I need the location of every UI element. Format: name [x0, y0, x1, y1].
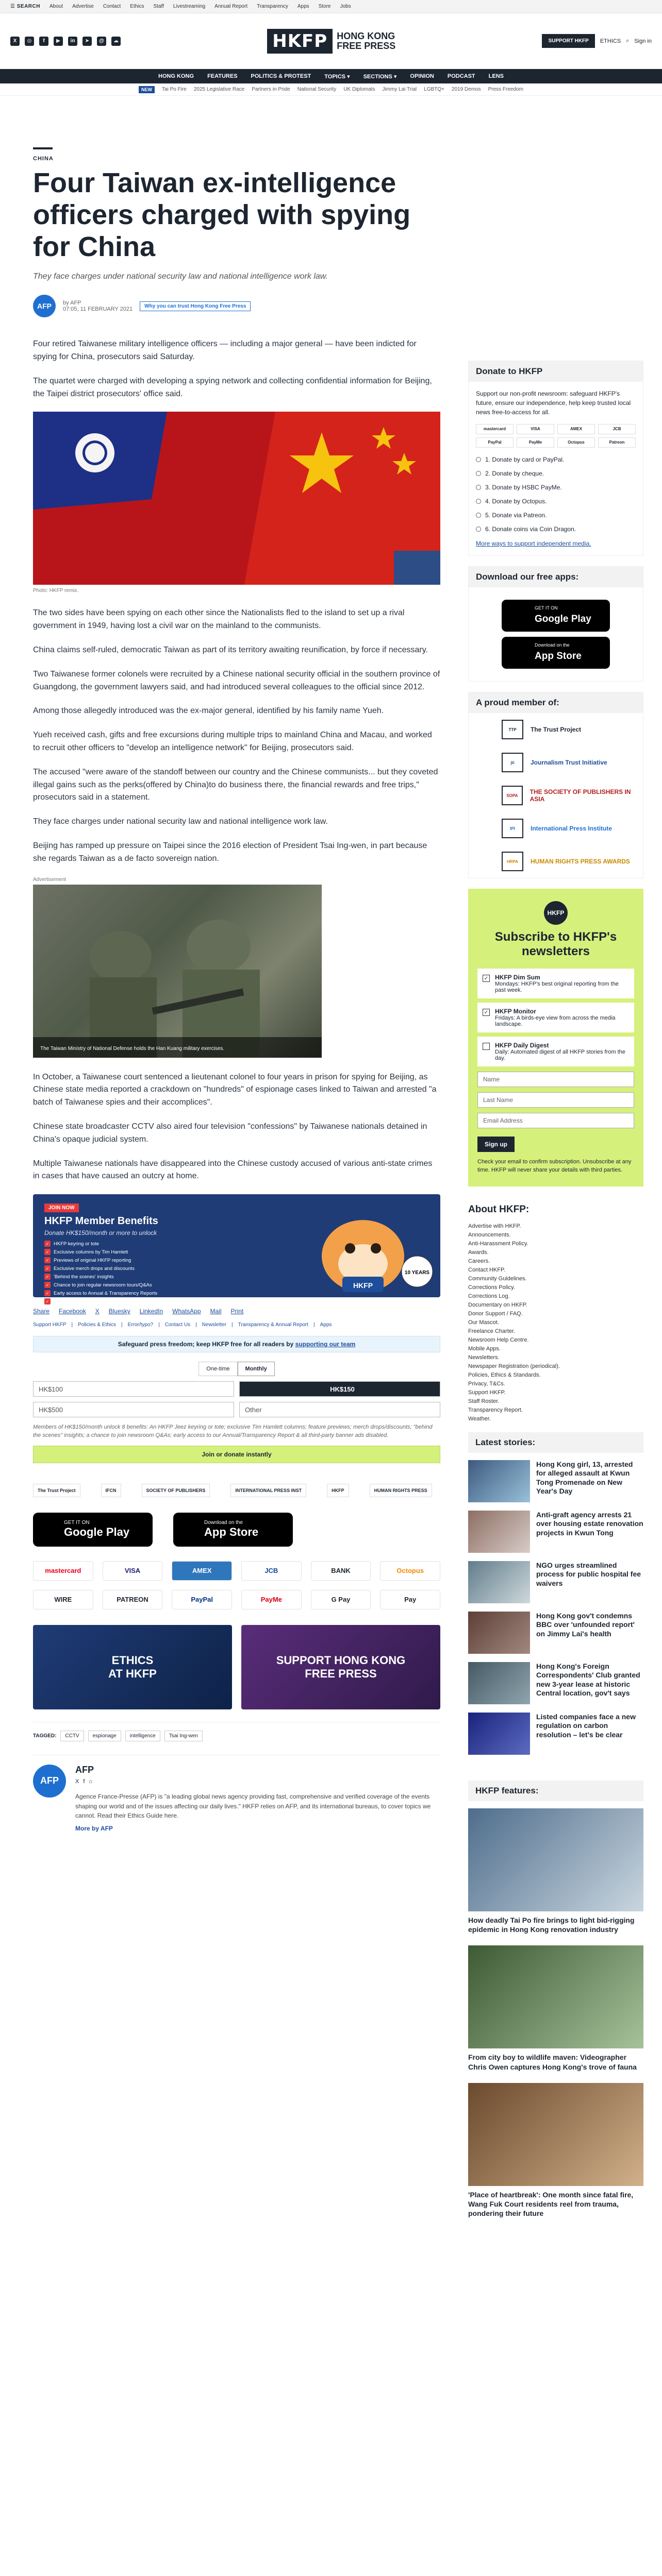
policy-link[interactable]: Error/typo? — [127, 1322, 154, 1328]
partner-logo[interactable]: The Trust Project — [33, 1484, 80, 1497]
byline-author[interactable]: by AFP — [63, 300, 81, 307]
flags-photo — [33, 412, 440, 585]
tag[interactable]: Tsai Ing-wen — [164, 1731, 203, 1741]
amount-option-selected[interactable]: HK$150 — [239, 1381, 440, 1397]
threads-icon[interactable]: @ — [97, 37, 106, 46]
benefit-list — [44, 1241, 290, 1304]
story-title[interactable]: Anti-graft agency arrests 21 over housing estate renovation projects in Kwun Tong — [536, 1510, 643, 1537]
story-thumbnail — [468, 1662, 530, 1704]
about-widget — [468, 1199, 643, 1422]
donate-widget — [468, 361, 643, 556]
latest-stories — [468, 1432, 643, 1770]
donate-option[interactable]: 6. Donate coins via Coin Dragon. — [476, 524, 636, 534]
payment-logo: mastercard — [476, 424, 514, 434]
widget-title: A proud member of: — [469, 692, 643, 713]
nav-podcast[interactable]: PODCAST — [447, 73, 475, 79]
search-icon[interactable]: ⌕ — [626, 38, 630, 44]
donate-option[interactable]: 5. Donate via Patreon. — [476, 511, 636, 520]
byline-date: 07:05, 11 FEBRUARY 2021 — [63, 306, 133, 313]
payment-logo[interactable]: PATREON — [103, 1590, 163, 1609]
policy-link[interactable]: Newsletter — [202, 1322, 227, 1328]
about-link[interactable]: Freelance Charter. — [468, 1328, 516, 1334]
article-category[interactable]: CHINA — [33, 156, 54, 162]
radio-icon — [476, 485, 481, 490]
trust-project-icon: TTP — [502, 720, 523, 739]
newsletter-option[interactable]: ✓ HKFP Dim Sum Mondays: HKFP's best original reporting from the past week. — [477, 969, 634, 998]
author-box — [33, 1755, 440, 1833]
payment-logo: AMEX — [557, 424, 595, 434]
payment-logo: VISA — [517, 424, 554, 434]
membership-widget — [468, 692, 643, 878]
story-thumbnail — [468, 1713, 530, 1755]
social-links — [10, 37, 121, 46]
amount-option-other[interactable]: Other — [239, 1402, 440, 1417]
radio-icon — [476, 457, 481, 462]
about-link[interactable]: Documentary on HKFP. — [468, 1301, 527, 1308]
promo-title: HKFP Member Benefits — [44, 1215, 158, 1227]
member-logo[interactable]: HRPA HUMAN RIGHTS PRESS AWARDS — [469, 845, 643, 878]
paragraph: The two sides have been spying on each other since the Nationalists fled to the island to set up a rival government in 1949, having lost a civil war on the mainland to the communists. — [33, 608, 405, 631]
payment-logo[interactable]: BANK — [311, 1561, 371, 1581]
payment-logo: PayMe — [517, 437, 554, 448]
article-body — [33, 338, 440, 1183]
tag[interactable]: espionage — [88, 1731, 121, 1741]
about-link[interactable]: Awards. — [468, 1249, 489, 1256]
paragraph: The accused "were aware of the standoff between our country and the Chinese communists... but they coveted illegal gains such as the perks(offered by China)to do business there, the financial rewards and free trips," prosecutors said in a statement. — [33, 767, 438, 802]
widget-title: Download our free apps: — [469, 567, 643, 587]
nav-topics[interactable]: TOPICS ▾ — [324, 73, 350, 80]
checkbox-checked[interactable]: ✓ — [483, 1009, 490, 1016]
topbar-link-advertise[interactable]: Advertise — [72, 4, 94, 9]
new-badge: NEW — [139, 86, 155, 93]
benefit-item: ✓ Exclusive columns by Tim Hamlett — [44, 1249, 290, 1255]
member-benefits-promo[interactable] — [33, 1194, 440, 1304]
newsletter-logo: HKFP — [544, 901, 568, 925]
trending-link[interactable]: Jimmy Lai Trial — [382, 87, 417, 92]
trending-link[interactable]: 2025 Legislative Race — [193, 87, 245, 92]
story-title[interactable]: NGO urges streamlined process for public hospital fee waivers — [536, 1561, 641, 1587]
about-link[interactable]: Announcements. — [468, 1231, 511, 1238]
radio-icon — [476, 471, 481, 476]
payment-logo[interactable]: PayMe — [241, 1590, 302, 1609]
ethics-link[interactable]: ETHICS — [600, 38, 621, 44]
more-by-author-link[interactable]: More by AFP — [75, 1824, 113, 1832]
share-bar — [33, 1308, 440, 1315]
trending-link[interactable]: LGBTQ+ — [424, 87, 444, 92]
feature-item[interactable] — [468, 1808, 643, 1934]
share-whatsapp[interactable]: WhatsApp — [172, 1308, 201, 1315]
google-play-button[interactable]: GET IT ON Google Play — [502, 600, 610, 632]
story-thumbnail — [468, 1511, 530, 1553]
payment-logo[interactable]: AMEX — [172, 1561, 232, 1581]
paragraph: Yueh received cash, gifts and free excursions during multiple trips to mainland China and Macau, and worked to recruit other officers to "develop an intelligence network" for Beijing, prosecutors said. — [33, 731, 432, 753]
author-socials — [75, 1778, 440, 1785]
anniversary-badge: 10 YEARS — [404, 1270, 430, 1276]
about-link[interactable]: Anti-Harassment Policy. — [468, 1240, 528, 1247]
story-title[interactable]: Listed companies face a new regulation on carbon resolution – let's be clear — [536, 1712, 636, 1739]
share-facebook[interactable]: Facebook — [59, 1308, 86, 1315]
story-item[interactable] — [468, 1713, 643, 1755]
radio-icon — [476, 513, 481, 518]
facebook-icon[interactable]: f — [39, 37, 48, 46]
telegram-icon[interactable]: ➤ — [82, 37, 92, 46]
widget-title: Donate to HKFP — [469, 361, 643, 382]
app-store-button[interactable]: Download on the App Store — [502, 637, 610, 669]
payment-logo[interactable]: JCB — [241, 1561, 302, 1581]
benefit-item: ✓ Previews of original HKFP reporting — [44, 1257, 290, 1263]
features-widget — [468, 1781, 643, 2218]
about-link[interactable]: Newsletters. — [468, 1354, 500, 1361]
first-name-input[interactable]: Name — [477, 1072, 634, 1087]
donation-frequency — [33, 1362, 440, 1376]
trust-badge[interactable]: Why you can trust Hong Kong Free Press — [140, 301, 251, 311]
paragraph: Among those allegedly introduced was the ex-major general, identified by his family name Yueh. — [33, 706, 384, 716]
facebook-icon[interactable]: f — [83, 1778, 85, 1785]
about-link[interactable]: Newsroom Help Centre. — [468, 1336, 529, 1343]
payment-logo[interactable]: G Pay — [311, 1590, 371, 1609]
promo-subtitle: Donate HK$150/month or more to unlock — [44, 1229, 157, 1237]
newsletter-option[interactable]: HKFP Daily Digest Daily: Automated digest of all HKFP stories from the day. — [477, 1037, 634, 1066]
promo-banners — [33, 1625, 440, 1709]
site-header — [0, 13, 662, 69]
bluesky-icon[interactable]: ☁ — [111, 37, 121, 46]
trending-link[interactable]: Tai Po Fire — [162, 87, 187, 92]
amount-option[interactable]: HK$500 — [33, 1402, 234, 1417]
logo-wordmark: HONG KONG FREE PRESS — [337, 30, 396, 51]
paragraph: The quartet were charged with developing a spying network and collecting confidential information for Beijing, the Taipei district prosecutors' office said. — [33, 376, 432, 398]
newsletter-signup — [468, 889, 643, 1187]
radio-icon — [476, 499, 481, 504]
search-link[interactable]: ☰ SEARCH — [10, 4, 40, 9]
signup-button[interactable]: Sign up — [477, 1137, 515, 1152]
policy-link[interactable]: Apps — [320, 1322, 332, 1328]
trending-bar — [0, 83, 662, 96]
flags-illustration — [33, 412, 440, 585]
benefit-item: ✓ Exclusive merch drops and discounts — [44, 1265, 290, 1272]
tag-list — [33, 1722, 440, 1741]
check-icon: ✓ — [44, 1298, 51, 1304]
category-rule — [33, 147, 53, 149]
benefit-item: ✓ 'Behind the scenes' insights — [44, 1274, 290, 1280]
hrpa-icon: HRPA — [502, 852, 523, 871]
benefit-item: ✓ HKFP keyring or tote — [44, 1241, 290, 1247]
last-name-input[interactable]: Last Name — [477, 1092, 634, 1108]
check-icon: ✓ — [44, 1257, 51, 1263]
paragraph: Chinese state broadcaster CCTV also aired four television "confessions" by Taiwanese nationals detained in China's opaque judicial system. — [33, 1122, 427, 1144]
topbar-link-store[interactable]: Store — [318, 4, 331, 9]
author-avatar[interactable]: AFP — [33, 295, 56, 317]
story-item[interactable] — [468, 1561, 643, 1603]
author-bio: Agence France-Presse (AFP) is "a leading global news agency providing fast, comprehensive and verified coverage of the events shaping our world and of the issues affecting our daily lives." HKFP relies on AFP, and its international bureaus, to cover topics we cannot. Read their Ethics Guide here. — [75, 1792, 431, 1820]
trending-link[interactable]: Partners in Pride — [252, 87, 290, 92]
story-thumbnail — [468, 1612, 530, 1654]
check-icon: ✓ — [44, 1282, 51, 1288]
tags-label: TAGGED: — [33, 1733, 57, 1739]
donate-option[interactable]: 3. Donate by HSBC PayMe. — [476, 483, 636, 492]
share-bluesky[interactable]: Bluesky — [108, 1308, 130, 1315]
policy-link[interactable]: Contact Us — [164, 1322, 191, 1328]
story-title[interactable]: Hong Kong's Foreign Correspondents' Club granted new 3-year lease at historic Central location, gov't says — [536, 1662, 640, 1698]
trending-link[interactable]: Press Freedom — [488, 87, 523, 92]
instagram-icon[interactable]: ◎ — [25, 37, 34, 46]
story-item[interactable] — [468, 1511, 643, 1553]
support-button[interactable]: SUPPORT HKFP — [542, 34, 594, 48]
trending-link[interactable]: UK Diplomats — [343, 87, 375, 92]
newsletter-note: Check your email to confirm subscription. Unsubscribe at any time. HKFP will never share your details with third parties. — [477, 1159, 632, 1173]
nav-politics[interactable]: POLITICS & PROTEST — [251, 73, 311, 79]
topbar-link-staff[interactable]: Staff — [153, 4, 164, 9]
article-title: Four Taiwan ex-intelligence officers charged with spying for China — [33, 167, 411, 263]
donate-option[interactable]: 1. Donate by card or PayPal. — [476, 455, 636, 464]
author-name[interactable]: AFP — [75, 1764, 94, 1775]
sidebar — [468, 361, 643, 2229]
article-standfirst: They face charges under national security law and national intelligence work law. — [33, 272, 328, 281]
youtube-icon[interactable]: ▶ — [54, 37, 63, 46]
about-link[interactable]: Careers. — [468, 1258, 490, 1264]
check-icon: ✓ — [44, 1290, 51, 1296]
google-play-button[interactable]: GET IT ON Google Play — [33, 1513, 153, 1547]
topbar-link-about[interactable]: About — [49, 4, 63, 9]
about-link[interactable]: Staff Roster. — [468, 1398, 500, 1404]
topbar-link-transparency[interactable]: Transparency — [257, 4, 288, 9]
nav-features[interactable]: FEATURES — [207, 73, 238, 79]
topbar-link-livestreaming[interactable]: Livestreaming — [173, 4, 206, 9]
nav-sections[interactable]: SECTIONS ▾ — [363, 73, 397, 80]
amount-option[interactable]: HK$100 — [33, 1381, 234, 1397]
about-link[interactable]: Corrections Log. — [468, 1293, 510, 1299]
tab-one-time[interactable]: One-time — [198, 1362, 237, 1376]
more-ways-link[interactable]: More ways to support independent media. — [476, 540, 591, 547]
about-links — [468, 1223, 643, 1422]
story-item[interactable] — [468, 1612, 643, 1654]
support-banner[interactable]: SUPPORT HONG KONG FREE PRESS — [241, 1625, 440, 1709]
payment-logo[interactable]: PayPal — [172, 1590, 232, 1609]
share-label[interactable]: Share — [33, 1308, 50, 1315]
feature-thumbnail — [468, 1808, 643, 1911]
payment-logo[interactable]: Pay — [380, 1590, 440, 1609]
paragraph: China claims self-ruled, democratic Taiwan as part of its territory awaiting reunification, by force if necessary. — [33, 646, 428, 655]
payment-logo[interactable]: Octopus — [380, 1561, 440, 1581]
policy-link[interactable]: Policies & Ethics — [78, 1322, 117, 1328]
app-store-button[interactable]: Download on the App Store — [173, 1513, 293, 1547]
photo-caption: Photo: HKFP remix. — [33, 588, 79, 594]
site-logo[interactable] — [267, 29, 395, 54]
jti-icon: jti — [502, 753, 523, 772]
about-link[interactable]: Advertise with HKFP. — [468, 1223, 521, 1229]
checkbox[interactable] — [483, 1043, 490, 1050]
payment-logo: PayPal — [476, 437, 514, 448]
x-icon[interactable]: X — [10, 37, 20, 46]
about-link[interactable]: Support HKFP. — [468, 1389, 506, 1396]
trending-link[interactable]: National Security — [297, 87, 337, 92]
mascot-label: HKFP — [353, 1281, 373, 1290]
partner-logo[interactable]: HUMAN RIGHTS PRESS — [370, 1484, 432, 1497]
about-link[interactable]: Transparency Report. — [468, 1406, 523, 1413]
join-donate-button[interactable]: Join or donate instantly — [33, 1446, 440, 1463]
share-x[interactable]: X — [95, 1308, 100, 1315]
main-nav — [0, 69, 662, 83]
about-link[interactable]: Newspaper Registration (periodical). — [468, 1363, 560, 1369]
safeguard-banner: Safeguard press freedom; keep HKFP free for all readers by supporting our team — [33, 1336, 440, 1352]
photo-overlay-caption: The Taiwan Ministry of National Defense holds the Han Kuang military exercises. — [40, 1045, 225, 1052]
author-box-avatar[interactable]: AFP — [33, 1765, 66, 1798]
website-icon[interactable]: ⌂ — [89, 1778, 93, 1785]
topbar-link-ethics[interactable]: Ethics — [130, 4, 144, 9]
policy-link[interactable]: Transparency & Annual Report — [238, 1322, 309, 1328]
x-icon[interactable]: X — [75, 1778, 79, 1785]
policy-link[interactable]: Support HKFP — [33, 1322, 67, 1328]
about-link[interactable]: Donor Support / FAQ. — [468, 1310, 523, 1317]
donation-note: Members of HK$150/month unlock 8 benefits: An HKFP Jeez keyring or tote; exclusive Tim Hamlett columns; feature previews; merch drops/discounts; "behind the scenes" insights; a chance to join newsroom Q&As; early access to our Annual/Transparency Report & all third-party banner ads disabled. — [33, 1424, 433, 1438]
support-team-link[interactable]: supporting our team — [295, 1341, 356, 1348]
paragraph: They face charges under national security law and national intelligence work law. — [33, 817, 328, 826]
tab-monthly[interactable]: Monthly — [238, 1362, 275, 1376]
newsletter-option[interactable]: ✓ HKFP Monitor Fridays: A birds-eye view from across the media landscape. — [477, 1003, 634, 1032]
article — [33, 147, 440, 1833]
benefit-item: ✓ Chance to join regular newsroom tours/Q&As — [44, 1282, 290, 1288]
about-link[interactable]: Community Guidelines. — [468, 1275, 527, 1282]
paragraph: In October, a Taiwanese court sentenced a lieutenant colonel to four years in prison for spying for Beijing, as Chinese state media reported a crackdown on "hundreds" of espionage cases linked to Taiwan and arrested "a batch of Taiwanese spies and their accomplices". — [33, 1072, 437, 1107]
partner-logo[interactable]: SOCIETY OF PUBLISHERS — [142, 1484, 210, 1497]
widget-title: HKFP features: — [468, 1781, 643, 1801]
tag[interactable]: intelligence — [125, 1731, 160, 1741]
payment-logo[interactable]: VISA — [103, 1561, 163, 1581]
feature-item[interactable] — [468, 1945, 643, 2071]
paragraph: Beijing has ramped up pressure on Taipei since the 2016 election of President Tsai Ing-wen, in part because she regards Taiwan as a de facto sovereign nation. — [33, 841, 427, 863]
paragraph: Multiple Taiwanese nationals have disappeared into the Chinese custody accused of various anti-state crimes in cases that have caused an outcry at home. — [33, 1159, 433, 1181]
topbar-link-annual-report[interactable]: Annual Report — [214, 4, 248, 9]
nav-lens[interactable]: LENS — [488, 73, 504, 79]
policy-links: Support HKFP | Policies & Ethics | Error/typo? | Contact Us | Newsletter | Transparency & Annual Report | Apps — [33, 1322, 332, 1328]
apps-widget — [468, 566, 643, 682]
about-link[interactable]: Weather. — [468, 1415, 491, 1422]
byline — [33, 295, 440, 317]
email-input[interactable]: Email Address — [477, 1113, 634, 1128]
payment-logo[interactable]: WIRE — [33, 1590, 93, 1609]
linkedin-icon[interactable]: in — [68, 37, 77, 46]
donate-option[interactable]: 2. Donate by cheque. — [476, 469, 636, 478]
benefit-item: ✓ All third-party banner ads disabled — [44, 1298, 290, 1304]
widget-title: Latest stories: — [468, 1432, 643, 1453]
deer-mascot — [301, 1194, 440, 1297]
payment-logo[interactable]: mastercard — [33, 1561, 93, 1581]
story-title[interactable]: Hong Kong gov't condemns BBC over 'unfounded report' on Jimmy Lai's health — [536, 1611, 635, 1638]
paragraph: Two Taiwanese former colonels were recruited by a Chinese national security official in the southern province of Guangdong, the government lawyers said, and had introduced several colleagues to the official since 2012. — [33, 669, 440, 691]
donation-amounts — [33, 1381, 440, 1417]
join-now-badge[interactable]: JOIN NOW — [44, 1204, 79, 1212]
nav-opinion[interactable]: OPINION — [410, 73, 434, 79]
about-link[interactable]: Corrections Policy. — [468, 1284, 515, 1291]
about-link[interactable]: Our Mascot. — [468, 1319, 499, 1326]
trending-link[interactable]: 2019 Demos — [451, 87, 481, 92]
soldiers-illustration — [33, 885, 322, 1058]
topbar-link-contact[interactable]: Contact — [103, 4, 121, 9]
check-icon: ✓ — [44, 1249, 51, 1255]
ipi-icon: IPI — [502, 819, 523, 838]
benefit-item: ✓ Early access to Annual & Transparency Reports — [44, 1290, 290, 1296]
about-link[interactable]: Contact HKFP. — [468, 1266, 505, 1273]
feature-title[interactable]: 'Place of heartbreak': One month since fatal fire, Wang Fuk Court residents reel from trauma, pondering their future — [468, 2190, 634, 2218]
topbar-link-apps[interactable]: Apps — [297, 4, 309, 9]
radio-icon — [476, 527, 481, 532]
member-logo[interactable]: jti Journalism Trust Initiative — [469, 746, 643, 779]
story-thumbnail — [468, 1561, 530, 1603]
topbar-link-jobs[interactable]: Jobs — [340, 4, 351, 9]
payment-logo: Octopus — [557, 437, 595, 448]
tag[interactable]: CCTV — [60, 1731, 84, 1741]
partner-logos — [33, 1484, 440, 1497]
check-icon: ✓ — [44, 1274, 51, 1280]
member-logo[interactable]: IPI International Press Institute — [469, 812, 643, 845]
member-logo[interactable]: TTP The Trust Project — [469, 713, 643, 746]
newsletter-title: Subscribe to HKFP's newsletters — [494, 930, 617, 958]
check-icon: ✓ — [44, 1265, 51, 1272]
widget-title: About HKFP: — [468, 1204, 529, 1215]
ethics-banner[interactable]: ETHICS AT HKFP — [33, 1625, 232, 1709]
ad-label: Advertisement — [33, 876, 66, 883]
story-title[interactable]: Hong Kong girl, 13, arrested for alleged assault at Kwun Tong Promenade on New Year's Day — [536, 1460, 633, 1496]
partner-logo[interactable]: HKFP — [327, 1484, 349, 1497]
partner-logo[interactable]: IFCN — [101, 1484, 121, 1497]
share-print[interactable]: Print — [230, 1308, 244, 1315]
partner-logo[interactable]: INTERNATIONAL PRESS INST — [230, 1484, 306, 1497]
about-link[interactable]: Mobile Apps. — [468, 1345, 501, 1352]
feature-title[interactable]: From city boy to wildlife maven: Videographer Chris Owen captures Hong Kong's trove of fauna — [468, 2053, 637, 2071]
feature-thumbnail — [468, 2083, 643, 2186]
check-icon: ✓ — [44, 1241, 51, 1247]
checkbox-checked[interactable]: ✓ — [483, 975, 490, 982]
signin-link[interactable]: Sign in — [634, 38, 652, 44]
share-mail[interactable]: Mail — [210, 1308, 222, 1315]
feature-title[interactable]: How deadly Tai Po fire brings to light bid-rigging epidemic in Hong Kong renovation industry — [468, 1916, 635, 1934]
donate-description: Support our non-profit newsroom: safeguard HKFP's future, ensure our independence, help keep trusted local news free-to-access for all. — [476, 390, 631, 416]
logo-mark: HKFP — [267, 29, 333, 54]
paragraph: Four retired Taiwanese military intelligence officers — including a major general — have been indicted for spying for China, prosecutors said Saturday. — [33, 340, 417, 362]
payment-methods — [33, 1561, 440, 1609]
nav-hong-kong[interactable]: HONG KONG — [158, 73, 194, 79]
donate-pay-logos — [476, 424, 636, 448]
donate-option[interactable]: 4. Donate by Octopus. — [476, 497, 636, 506]
payment-logo: Patreon — [598, 437, 636, 448]
story-thumbnail — [468, 1460, 530, 1502]
sopa-icon: SOPA — [502, 786, 523, 805]
feature-thumbnail — [468, 1945, 643, 2048]
story-item[interactable] — [468, 1662, 643, 1704]
about-link[interactable]: Privacy, T&Cs. — [468, 1380, 505, 1387]
soldiers-photo — [33, 885, 322, 1058]
story-item[interactable] — [468, 1460, 643, 1502]
top-utility-bar — [0, 0, 662, 13]
payment-logo: JCB — [598, 424, 636, 434]
feature-item[interactable] — [468, 2083, 643, 2218]
share-linkedin[interactable]: LinkedIn — [139, 1308, 163, 1315]
app-store-buttons — [33, 1513, 440, 1547]
member-logo[interactable]: SOPA THE SOCIETY OF PUBLISHERS IN ASIA — [469, 779, 643, 812]
about-link[interactable]: Policies, Ethics & Standards. — [468, 1371, 541, 1378]
